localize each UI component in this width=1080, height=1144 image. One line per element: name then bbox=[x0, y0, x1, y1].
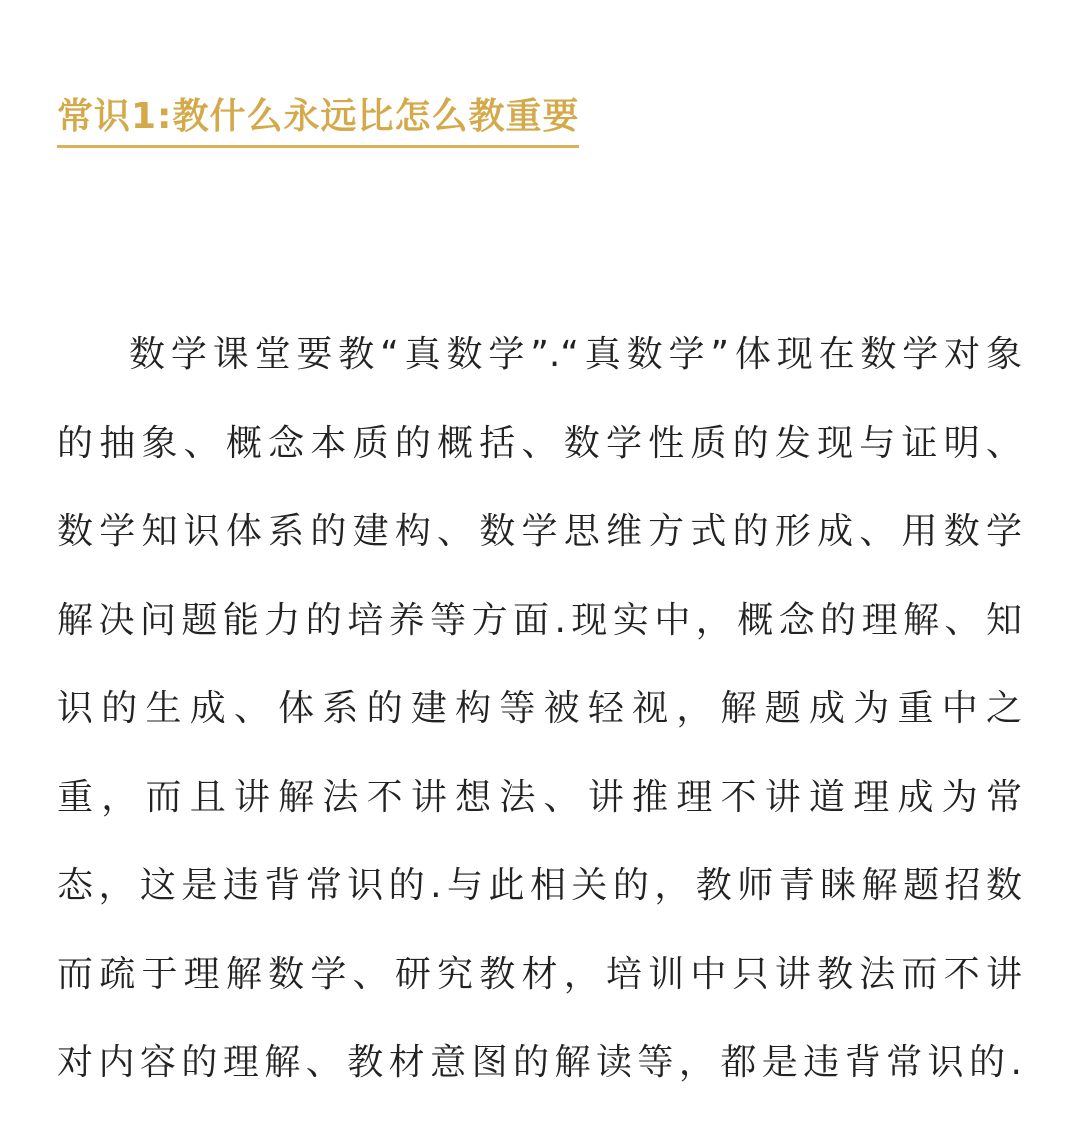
paragraph-line: 解决问题能力的培养等方面.现实中，概念的理解、知 bbox=[57, 599, 1022, 641]
paragraph-line: 态，这是违背常识的.与此相关的，教师青睐解题招数 bbox=[57, 865, 1022, 906]
section-title: 常识1:教什么永远比怎么教重要 bbox=[57, 88, 579, 148]
paragraph-line: 识的生成、体系的建构等被轻视，解题成为重中之 bbox=[57, 688, 1022, 729]
paragraph-line: 重，而且讲解法不讲想法、讲推理不讲道理成为常 bbox=[57, 776, 1022, 818]
paragraph-line: 的抽象、概念本质的概括、数学性质的发现与证明、 bbox=[57, 422, 1022, 464]
paragraph-line: 数学课堂要教“真数学”.“真数学”体现在数学对象 bbox=[129, 334, 1022, 375]
paragraph-line: 数学知识体系的建构、数学思维方式的形成、用数学 bbox=[57, 511, 1022, 552]
paragraph-line: 而疏于理解数学、研究教材，培训中只讲教法而不讲 bbox=[57, 953, 1022, 995]
body-paragraph bbox=[57, 330, 1022, 1127]
paragraph-line: 对内容的理解、教材意图的解读等，都是违背常识的. bbox=[57, 1042, 1022, 1083]
